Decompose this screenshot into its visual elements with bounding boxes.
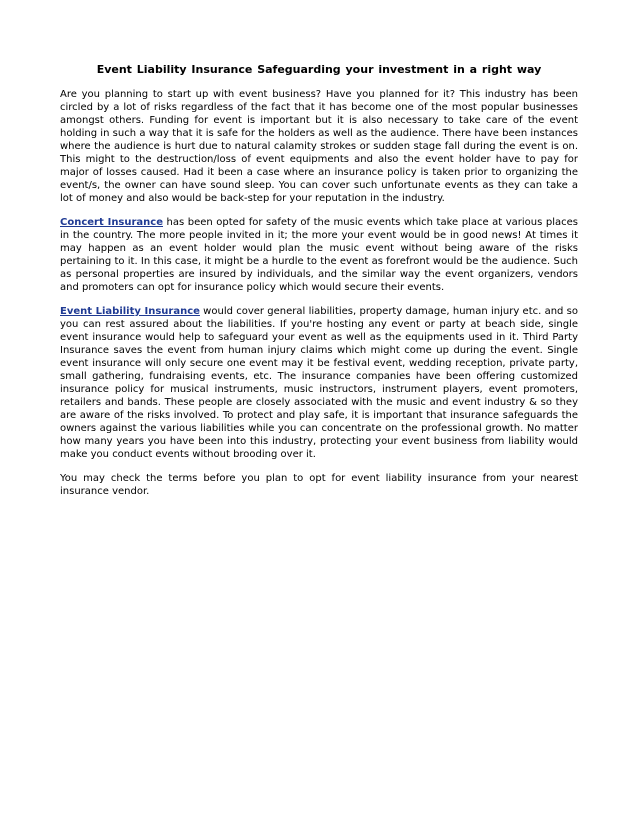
event-liability-insurance-link[interactable]: Event Liability Insurance <box>60 306 200 317</box>
paragraph-concert-insurance-text: has been opted for safety of the music events which take place at various places in the country. The more people invited in it; the more your event would be in good news! At times it may happen as an event holder would plan the music event without being aware of the risks pertaining to it. In this case, it might be a hurdle to the event as forefront would be the audience. Such as personal properties are insured by individuals, and the similar way the event organizers, vendors and promoters can opt for insurance policy which would secure their events. <box>60 217 578 293</box>
paragraph-intro: Are you planning to start up with event business? Have you planned for it? This industry has been circled by a lot of risks regardless of the fact that it has become one of the most popular businesses amongst others. Funding for event is important but it is also necessary to take care of the event holding in such a way that it is safe for the holders as well as the audience. There have been instances where the audience is hurt due to natural calamity strokes or sudden stage fall during the event is on. This might to the destruction/loss of event equipments and also the event holder have to pay for major of losses caused. Had it been a case where an insurance policy is taken prior to organizing the event/s, the owner can have sound sleep. You can cover such unfortunate events as they can take a lot of money and also would be back-step for your reputation in the industry. <box>60 89 578 204</box>
paragraph-event-liability-text: would cover general liabilities, property damage, human injury etc. and so you can rest assured about the liabilities. If you're hosting any event or party at beach side, single event insurance would help to safeguard your event as well as the equipments used in it. Third Party Insurance saves the event from human injury claims which might come up during the event. Single event insurance will only secure one event may it be festival event, wedding reception, private party, small gathering, fundraising events, etc. The insurance companies have been offering customized insurance policy for musical instruments, music instructors, instrument players, event promoters, retailers and bands. These people are closely associated with the music and event industry & so they are aware of the risks involved. To protect and play safe, it is important that insurance safeguards the owners against the various liabilities while you can concentrate on the professional growth. No matter how many years you have been into this industry, protecting your event business from liability would make you conduct events without brooding over it. <box>60 306 578 460</box>
document-page <box>60 62 578 509</box>
paragraph-concert-insurance <box>60 216 578 294</box>
document-title: Event Liability Insurance Safeguarding your investment in a right way <box>96 63 542 76</box>
concert-insurance-link[interactable]: Concert Insurance <box>60 217 164 228</box>
paragraph-event-liability <box>60 305 578 461</box>
paragraph-closing: You may check the terms before you plan to opt for event liability insurance from your nearest insurance vendor. <box>60 473 578 497</box>
